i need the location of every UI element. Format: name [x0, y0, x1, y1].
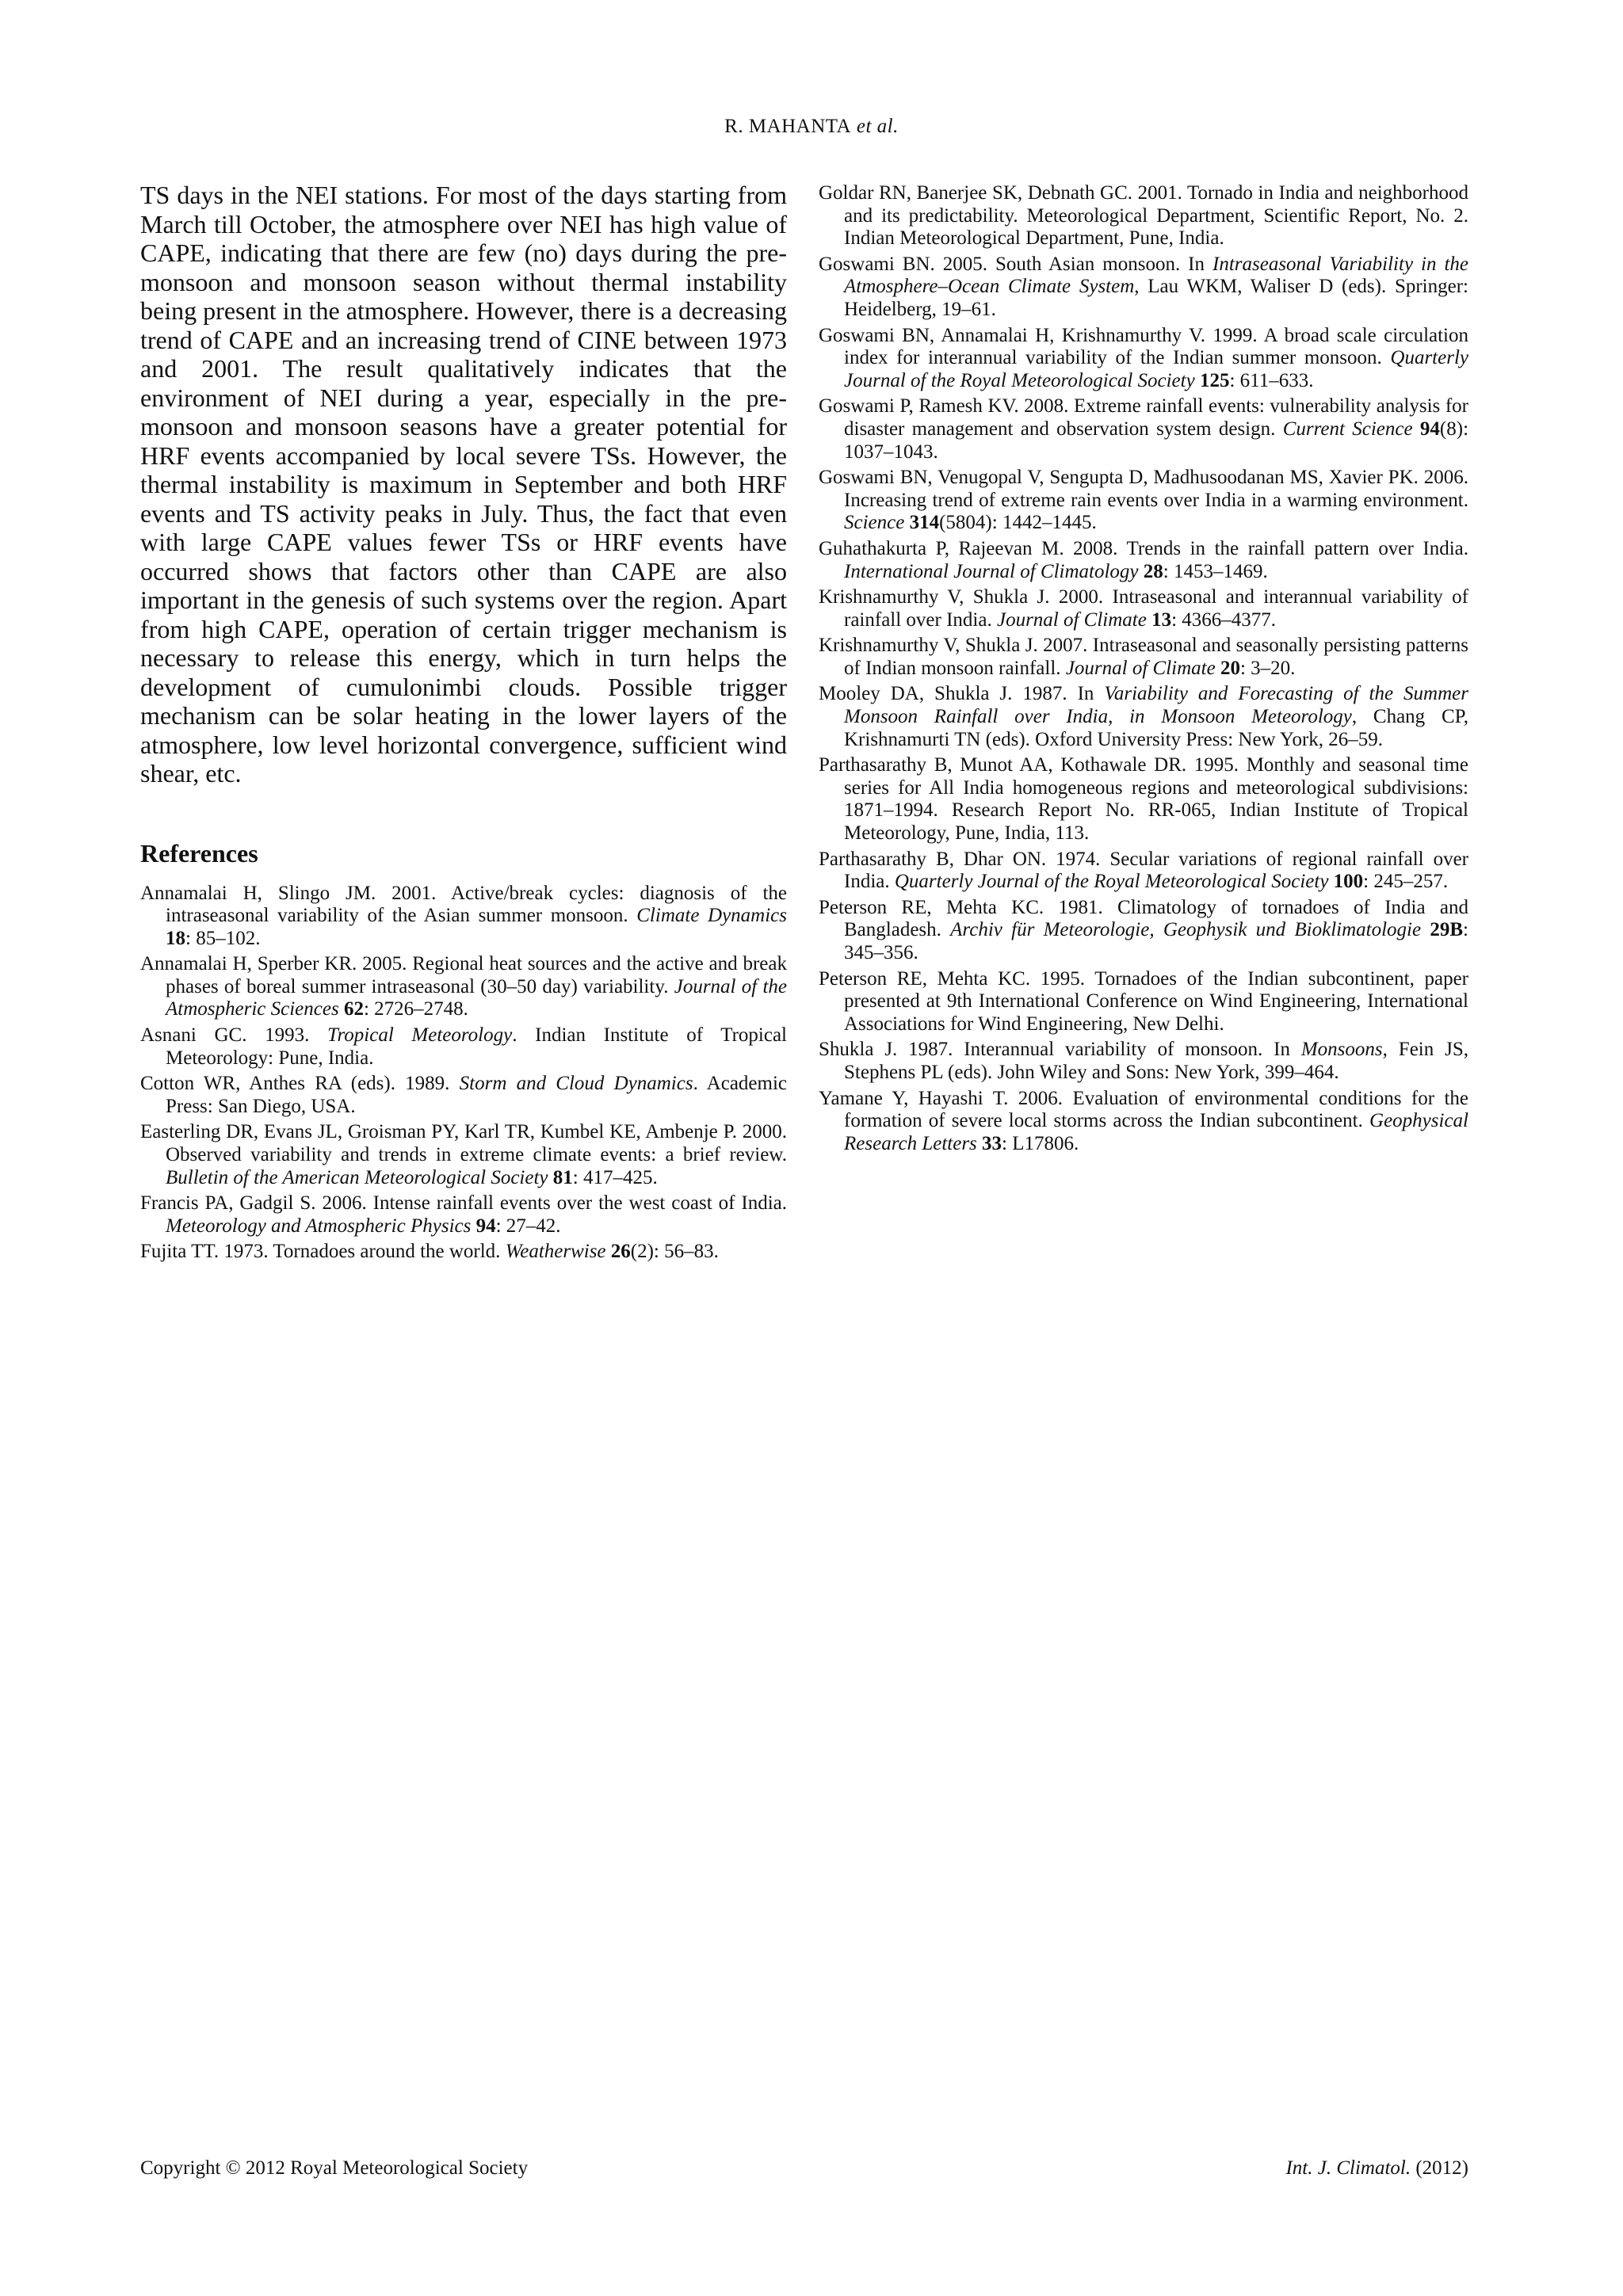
reference-text: Goswami BN, Venugopal V, Sengupta D, Madhusoodanan MS, Xavier PK. 2006. Increasing trend of extreme rain events over India in a warming environment. [819, 467, 1468, 511]
reference-journal: Quarterly Journal of the Royal Meteorological Society [844, 347, 1468, 391]
reference-entry [140, 1192, 787, 1238]
reference-pages: : 245–257. [1363, 871, 1449, 893]
reference-entry [819, 467, 1468, 535]
reference-volume: 13 [1151, 608, 1172, 631]
reference-text: Goswami P, Ramesh KV. 2008. Extreme rainfall events: vulnerability analysis for disaster management and observation system design. [819, 395, 1468, 440]
reference-text: Easterling DR, Evans JL, Groisman PY, Karl TR, Kumbel KE, Ambenje P. 2000. Observed variability and trends in extreme climate events: a brief review. [140, 1121, 787, 1166]
reference-text: Francis PA, Gadgil S. 2006. Intense rainfall events over the west coast of India. [140, 1192, 787, 1215]
body-paragraph: TS days in the NEI stations. For most of the days starting from March till October, the atmosphere over NEI has high value of CAPE, indicating that there are few (no) days during the pre-monsoon and monsoon season without thermal instability being present in the atmosphere. However, there is a decreasing trend of CAPE and an increasing trend of CINE between 1973 and 2001. The result qualitatively indicates that the environment of NEI during a year, especially in the pre-monsoon and monsoon seasons have a greater potential for HRF events accompanied by local severe TSs. However, the thermal instability is maximum in September and both HRF events and TS activity peaks in July. Thus, the fact that even with large CAPE values fewer TSs or HRF events have occurred shows that factors other than CAPE are also important in the genesis of such systems over the region. Apart from high CAPE, operation of certain trigger mechanism is necessary to release this energy, which in turn helps the development of cumulonimbi clouds. Possible trigger mechanism can be solar heating in the lower layers of the atmosphere, low level horizontal convergence, sufficient wind shear, etc. [140, 181, 787, 788]
reference-text: Fujita TT. 1973. Tornadoes around the world. [140, 1241, 506, 1263]
reference-text: Parthasarathy B, Munot AA, Kothawale DR. 1995. Monthly and seasonal time series for All India homogeneous regions and meteorological subdivisions: 1871–1994. Research Report No. RR-065, Indian Institute of Tropical Meteorology, Pune, India, 113. [819, 754, 1468, 845]
running-head-etal: et al. [856, 116, 899, 137]
reference-journal: Climate Dynamics [636, 905, 787, 927]
reference-text: Mooley DA, Shukla J. 1987. In [819, 683, 1105, 705]
reference-journal: Tropical Meteorology [327, 1024, 513, 1047]
reference-entry [140, 1073, 787, 1118]
reference-volume: 125 [1199, 369, 1230, 391]
reference-journal: Science [844, 512, 905, 534]
footer-copyright: Copyright © 2012 Royal Meteorological Society [140, 2157, 529, 2179]
reference-pages: : 2726–2748. [363, 998, 468, 1020]
reference-text: Peterson RE, Mehta KC. 1981. Climatology of tornadoes of India and Bangladesh. [819, 896, 1468, 941]
reference-journal: Current Science [1282, 418, 1413, 440]
reference-entry [140, 953, 787, 1021]
reference-pages: : 3–20. [1239, 657, 1296, 679]
reference-volume: 81 [552, 1166, 573, 1188]
reference-text: Peterson RE, Mehta KC. 1995. Tornadoes of the Indian subcontinent, paper presented at 9th International Conference on Wind Engineering, International Associations for Wind Engineering, New Delhi. [819, 967, 1468, 1035]
reference-pages: : L17806. [1002, 1132, 1079, 1154]
reference-pages: : 4366–4377. [1171, 608, 1277, 631]
reference-text: Shukla J. 1987. Interannual variability of monsoon. In [819, 1039, 1301, 1061]
reference-volume: 100 [1333, 871, 1364, 893]
reference-entry [819, 325, 1468, 393]
reference-pages: , Fein JS, Stephens PL (eds). John Wiley and Sons: New York, 399–464. [844, 1039, 1468, 1083]
reference-pages: (5804): 1442–1445. [939, 512, 1097, 534]
reference-entry [819, 538, 1468, 583]
reference-pages: : 345–356. [844, 919, 1468, 963]
reference-list-left [140, 883, 787, 1264]
reference-journal: Archiv für Meteorologie, Geophysik und Bioklimatologie [950, 919, 1422, 941]
reference-entry [819, 1088, 1468, 1156]
reference-entry [819, 586, 1468, 631]
reference-pages: . Academic Press: San Diego, USA. [166, 1073, 787, 1117]
reference-journal: Variability and Forecasting of the Summer Monsoon Rainfall over India, in Monsoon Meteorology [844, 683, 1468, 728]
reference-journal: Quarterly Journal of the Royal Meteorological Society [894, 871, 1329, 893]
reference-text: Goldar RN, Banerjee SK, Debnath GC. 2001. Tornado in India and neighborhood and its predictability. Meteorological Department, Scientific Report, No. 2. Indian Meteorological Department, Pune, India. [819, 182, 1468, 250]
reference-entry [819, 968, 1468, 1036]
reference-text: Cotton WR, Anthes RA (eds). 1989. [140, 1073, 460, 1095]
reference-entry [819, 182, 1468, 250]
reference-pages: : 1453–1469. [1163, 560, 1268, 582]
reference-pages: . Indian Institute of Tropical Meteorology: Pune, India. [166, 1024, 787, 1069]
reference-text: Yamane Y, Hayashi T. 2006. Evaluation of environmental conditions for the formation of severe local storms across the Indian subcontinent. [819, 1087, 1468, 1132]
reference-entry [140, 883, 787, 951]
reference-text: Asnani GC. 1993. [140, 1024, 327, 1047]
reference-entry [140, 1024, 787, 1070]
reference-entry [819, 897, 1468, 965]
reference-volume: 62 [343, 998, 364, 1020]
reference-text: Annamalai H, Slingo JM. 2001. Active/break cycles: diagnosis of the intraseasonal variability of the Asian summer monsoon. [140, 882, 787, 927]
reference-entry [819, 1039, 1468, 1084]
reference-pages: : 27–42. [495, 1215, 561, 1237]
reference-entry [819, 754, 1468, 845]
reference-journal: Monsoons [1300, 1039, 1383, 1061]
reference-journal: International Journal of Climatology [844, 560, 1139, 582]
reference-text: Goswami BN. 2005. South Asian monsoon. In [819, 253, 1212, 275]
reference-volume: 20 [1220, 657, 1240, 679]
reference-list-right [819, 182, 1468, 1155]
reference-journal: Journal of Climate [996, 608, 1147, 631]
footer-year: (2012) [1411, 2157, 1468, 2179]
reference-entry [140, 1241, 787, 1264]
reference-text: Parthasarathy B, Dhar ON. 1974. Secular variations of regional rainfall over India. [819, 848, 1468, 893]
reference-pages: : 85–102. [185, 927, 261, 949]
reference-text: Goswami BN, Annamalai H, Krishnamurthy V. 1999. A broad scale circulation index for interannual variability of the Indian summer monsoon. [819, 324, 1468, 369]
reference-journal: Bulletin of the American Meteorological Society [166, 1166, 548, 1188]
reference-volume: 29B [1430, 919, 1464, 941]
reference-entry [819, 683, 1468, 751]
reference-volume: 94 [1419, 418, 1440, 440]
right-column [819, 182, 1468, 1158]
reference-volume: 18 [166, 927, 185, 949]
reference-journal: Storm and Cloud Dynamics [459, 1073, 693, 1095]
reference-journal: Weatherwise [505, 1241, 606, 1263]
reference-text: Krishnamurthy V, Shukla J. 2000. Intraseasonal and interannual variability of rainfall over India. [819, 586, 1468, 631]
references-heading: References [140, 838, 258, 868]
reference-journal: Journal of the Atmospheric Sciences [166, 975, 788, 1020]
reference-pages: (2): 56–83. [630, 1241, 719, 1263]
reference-sep [1421, 919, 1430, 940]
reference-pages: (8): 1037–1043. [844, 418, 1469, 463]
reference-entry [140, 1121, 787, 1189]
reference-journal: Meteorology and Atmospheric Physics [166, 1215, 472, 1237]
reference-volume: 26 [610, 1241, 631, 1263]
running-head-authors: R. MAHANTA [724, 116, 852, 137]
running-head [0, 116, 1623, 138]
reference-entry [819, 254, 1468, 322]
footer-citation [1285, 2157, 1468, 2180]
reference-pages: : 417–425. [572, 1166, 658, 1188]
reference-sep [1413, 418, 1420, 440]
left-column [140, 181, 787, 1267]
reference-volume: 314 [909, 512, 940, 534]
page-footer [140, 2157, 1468, 2180]
reference-entry [819, 635, 1468, 680]
reference-pages: , Chang CP, Krishnamurti TN (eds). Oxford University Press: New York, 26–59. [844, 706, 1468, 750]
reference-entry [819, 849, 1468, 894]
reference-entry [819, 395, 1468, 463]
reference-volume: 28 [1143, 560, 1163, 582]
reference-text: Krishnamurthy V, Shukla J. 2007. Intraseasonal and seasonally persisting patterns of Indian monsoon rainfall. [819, 635, 1468, 679]
reference-journal: Intraseasonal Variability in the Atmosphere–Ocean Climate System [844, 253, 1468, 298]
footer-journal: Int. J. Climatol. [1285, 2157, 1411, 2179]
reference-journal: Journal of Climate [1065, 657, 1216, 679]
reference-text: Annamalai H, Sperber KR. 2005. Regional heat sources and the active and break phases of boreal summer intraseasonal (30–50 day) variability. [140, 953, 787, 997]
reference-pages: , Lau WKM, Waliser D (eds). Springer: Heidelberg, 19–61. [844, 276, 1468, 320]
reference-text: Guhathakurta P, Rajeevan M. 2008. Trends in the rainfall pattern over India. [819, 537, 1468, 559]
reference-journal: Geophysical Research Letters [844, 1110, 1468, 1154]
reference-volume: 94 [475, 1215, 496, 1237]
reference-volume: 33 [982, 1132, 1002, 1154]
reference-pages: : 611–633. [1229, 369, 1314, 391]
